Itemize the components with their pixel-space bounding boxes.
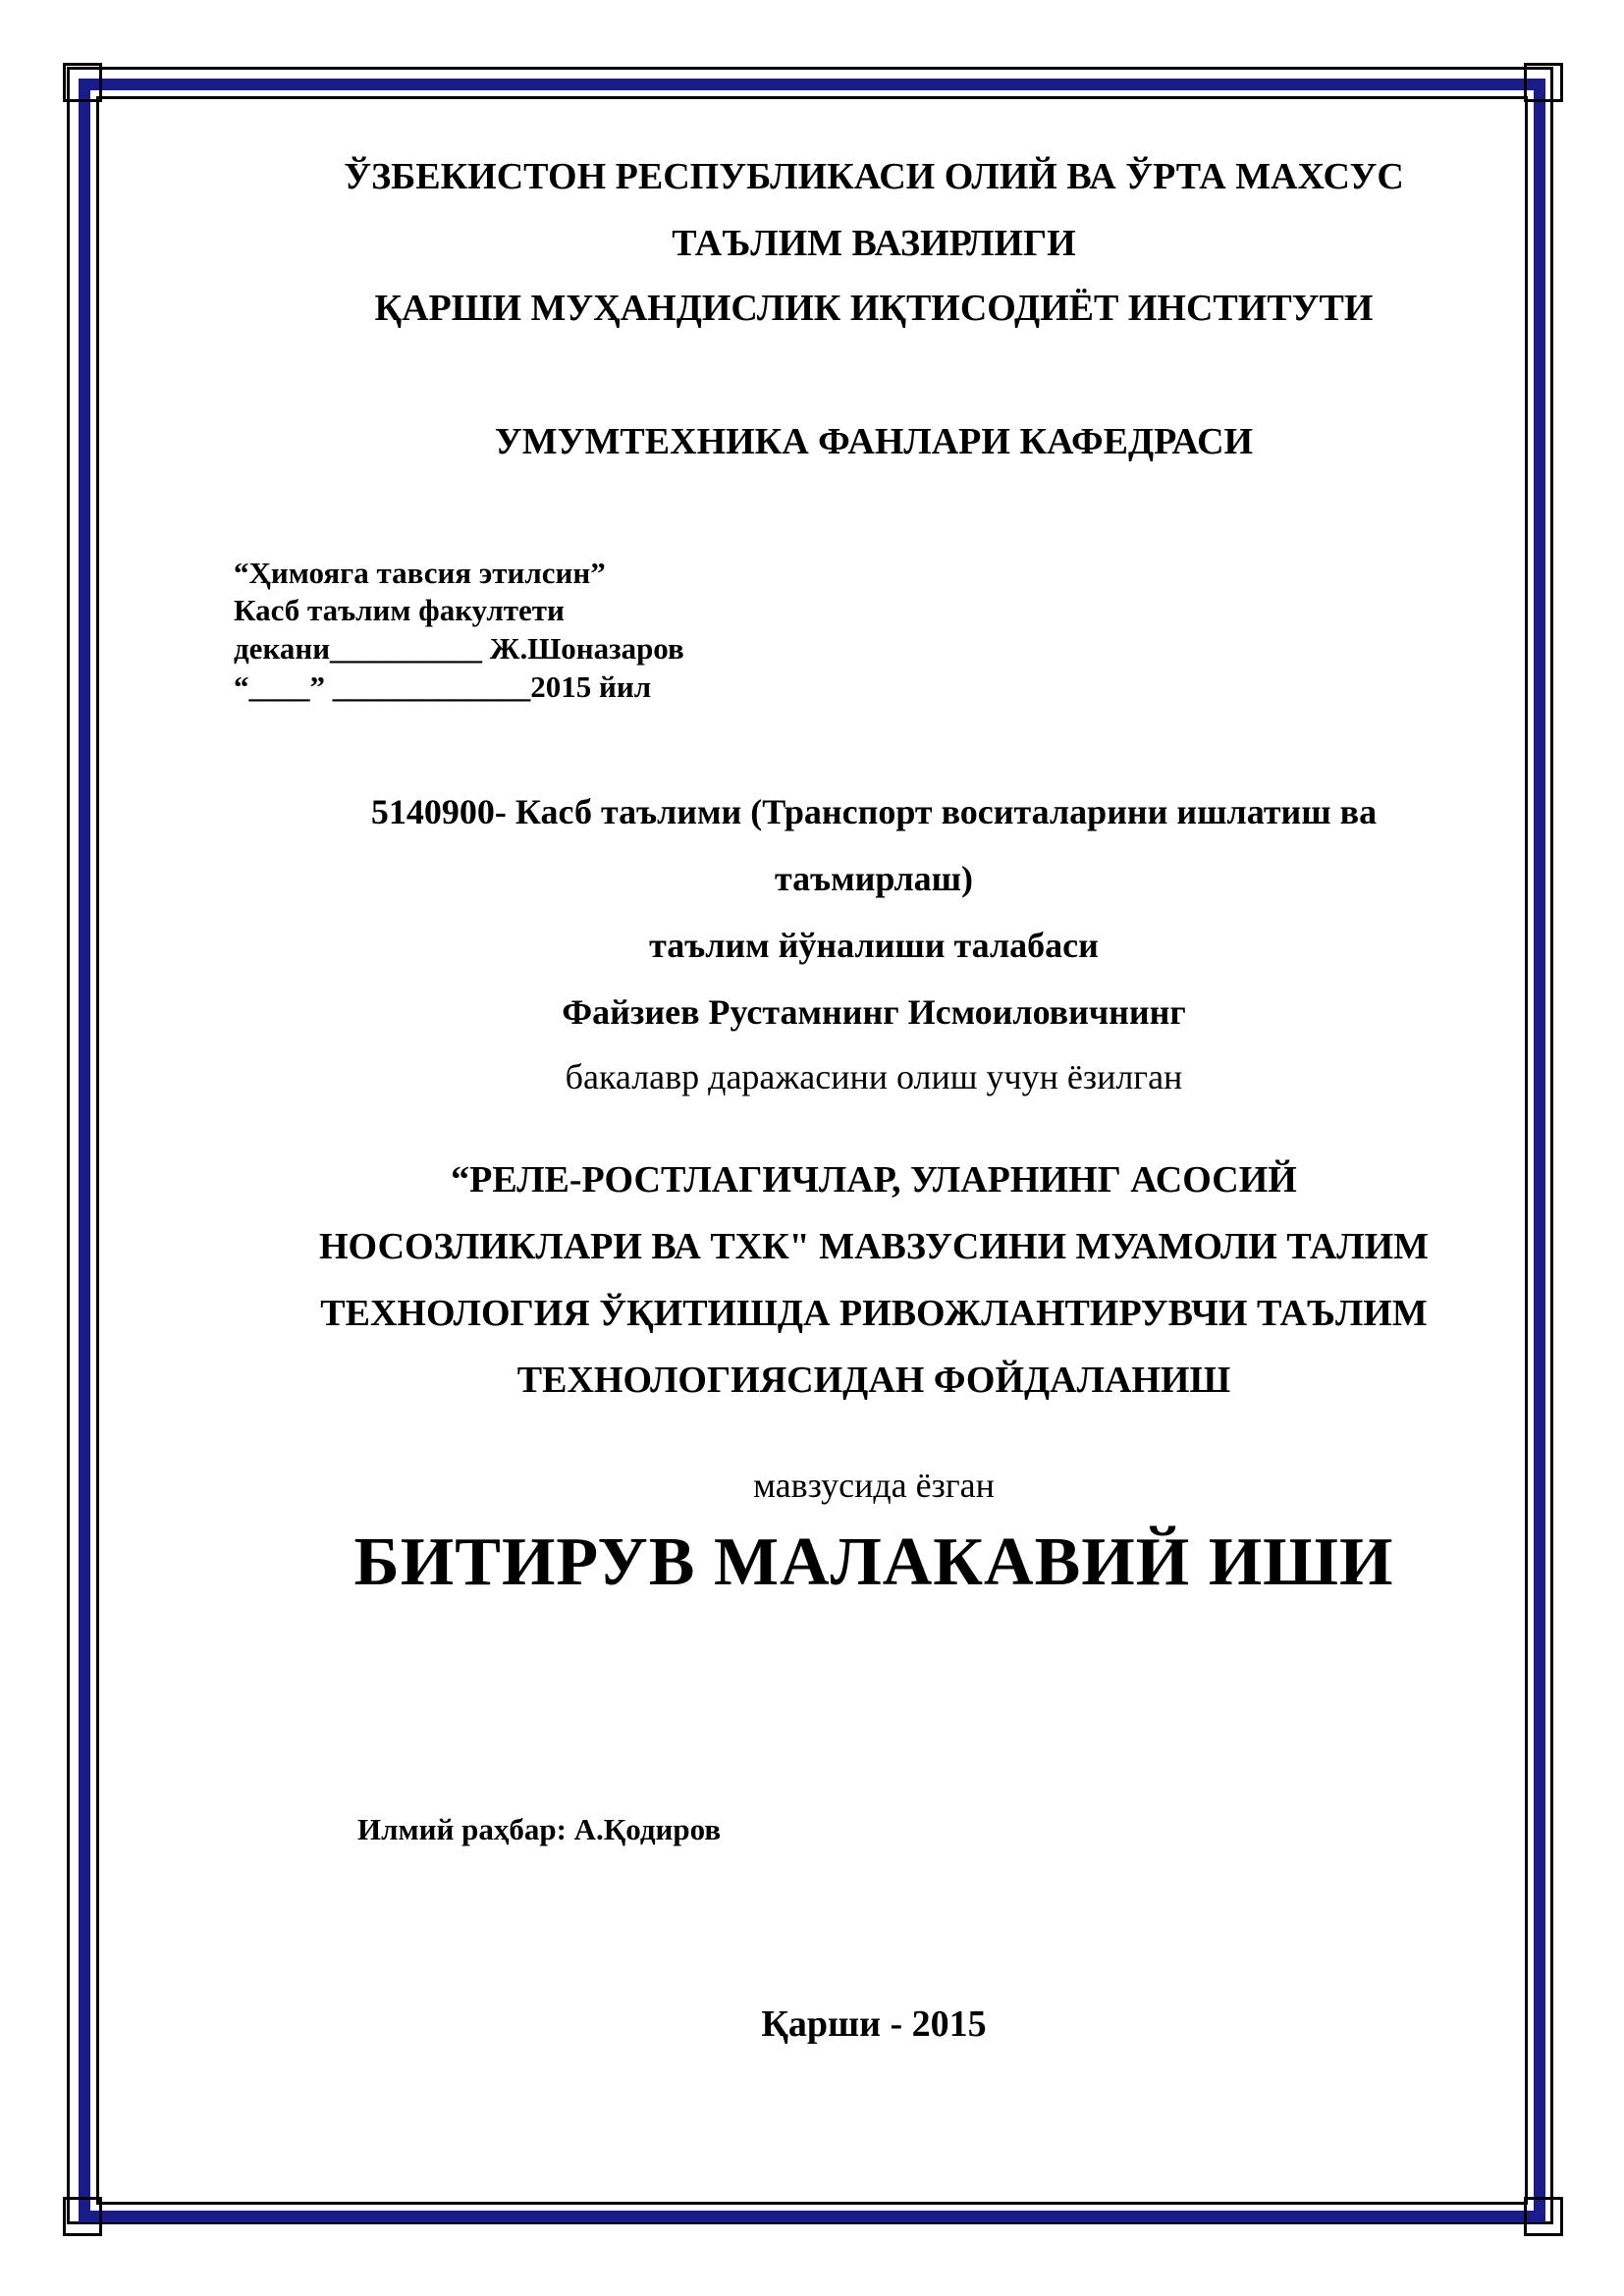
corner-ornament-top-left	[63, 63, 102, 102]
topic-line-3: ТЕХНОЛОГИЯ ЎҚИТИШДА РИВОЖЛАНТИРУВЧИ ТАЪЛИМ	[320, 1293, 1428, 1334]
specialty-line-2: таъмирлаш)	[774, 859, 974, 898]
topic-line-1: “РЕЛЕ-РОСТЛАГИЧЛАР, УЛАРНИНГ АСОСИЙ	[451, 1159, 1297, 1201]
city-year: Қарши - 2015	[761, 2003, 987, 2045]
page-border-inner	[96, 96, 1528, 2205]
department-name: УМУМТЕХНИКА ФАНЛАРИ КАФЕДРАСИ	[494, 421, 1254, 462]
student-name: Файзиев Рустамнинг Исмоиловичнинг	[562, 992, 1186, 1032]
ministry-line-1: ЎЗБЕКИСТОН РЕСПУБЛИКАСИ ОЛИЙ ВА ЎРТА МАХСУС	[344, 156, 1404, 197]
supervisor: Илмий раҳбар: А.Қодиров	[357, 1812, 722, 1846]
approval-dean-signature: декани__________ Ж.Шоназаров	[234, 631, 684, 666]
work-title: БИТИРУВ МАЛАКАВИЙ ИШИ	[353, 1524, 1394, 1600]
corner-ornament-bottom-left	[63, 2197, 102, 2236]
specialty-line-3: таълим йўналиши талабаси	[649, 926, 1099, 965]
approval-date: “____” _____________2015 йил	[234, 669, 652, 704]
corner-ornament-bottom-right	[1524, 2197, 1563, 2236]
approval-recommendation: “Ҳимояга тавсия этилсин”	[234, 556, 606, 590]
topic-line-2: НОСОЗЛИКЛАРИ ВА ТХК" МАВЗУСИНИ МУАМОЛИ ТАЛИМ	[319, 1226, 1429, 1267]
ministry-line-2: ТАЪЛИМ ВАЗИРЛИГИ	[672, 223, 1076, 264]
degree-purpose: бакалавр даражасини олиш учун ёзилган	[565, 1057, 1183, 1096]
institute-name: ҚАРШИ МУҲАНДИСЛИК ИҚТИСОДИЁТ ИНСТИТУТИ	[374, 288, 1374, 329]
approval-faculty: Касб таълим факултети	[234, 593, 565, 627]
written-on-topic: мавзусида ёзган	[753, 1466, 995, 1505]
corner-ornament-top-right	[1524, 63, 1563, 102]
topic-line-4: ТЕХНОЛОГИЯСИДАН ФОЙДАЛАНИШ	[516, 1360, 1231, 1401]
specialty-line-1: 5140900- Касб таълими (Транспорт воситаларини ишлатиш ва	[370, 792, 1378, 831]
